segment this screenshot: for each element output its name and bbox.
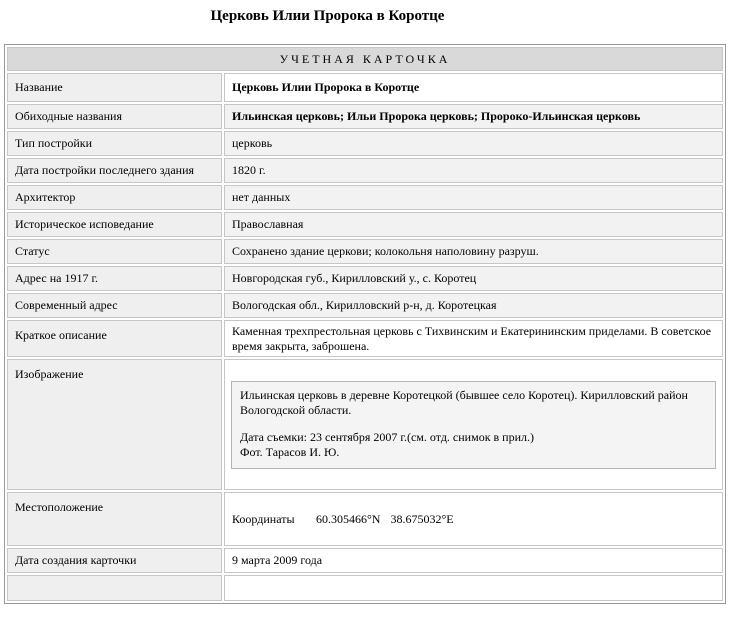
created-value: 9 марта 2009 года: [224, 548, 723, 573]
location-label: Местоположение: [7, 492, 222, 546]
date-value: 1820 г.: [224, 158, 723, 183]
status-value: Сохранено здание церкови; колокольня наполовину разруш.: [224, 239, 723, 264]
row-address-now: [7, 293, 723, 318]
image-caption-box: [231, 381, 716, 469]
row-alt-names: [7, 104, 723, 129]
alt-names-label: Обиходные названия: [7, 104, 222, 129]
name-value: Церковь Илии Пророка в Коротце: [224, 73, 723, 102]
alt-names-value: Ильинская церковь; Ильи Пророка церковь; Пророко-Ильинская церковь: [224, 104, 723, 129]
name-label: Название: [7, 73, 222, 102]
row-type: [7, 131, 723, 156]
address-1917-label: Адрес на 1917 г.: [7, 266, 222, 291]
row-status: [7, 239, 723, 264]
row-address-1917: [7, 266, 723, 291]
image-label: Изображение: [7, 359, 222, 490]
row-empty: [7, 575, 723, 601]
page-title: Церковь Илии Пророка в Коротце: [210, 8, 445, 24]
empty-value: [224, 575, 723, 601]
card-header: УЧЕТНАЯ КАРТОЧКА: [7, 47, 723, 71]
row-created: [7, 548, 723, 573]
row-image: [7, 359, 723, 490]
date-label: Дата постройки последнего здания: [7, 158, 222, 183]
religion-label: Историческое исповедание: [7, 212, 222, 237]
type-label: Тип постройки: [7, 131, 222, 156]
created-label: Дата создания карточки: [7, 548, 222, 573]
address-1917-value: Новгородская губ., Кирилловский у., с. Коротец: [224, 266, 723, 291]
row-religion: [7, 212, 723, 237]
registration-card: [4, 44, 726, 604]
empty-label: [7, 575, 222, 601]
image-caption: Ильинская церковь в деревне Коротецкой (бывшее село Коротец). Кирилловский район Вологодской области.: [240, 387, 688, 417]
description-value: Каменная трехпрестольная церковь с Тихвинским и Екатерининским приделами. В советское время закрыта, заброшена.: [224, 320, 723, 357]
architect-value: нет данных: [224, 185, 723, 210]
image-cell: [224, 359, 723, 490]
description-label: Краткое описание: [7, 320, 222, 357]
row-name: [7, 73, 723, 102]
status-label: Статус: [7, 239, 222, 264]
address-now-label: Современный адрес: [7, 293, 222, 318]
image-photographer: Фот. Тарасов И. Ю.: [240, 444, 340, 459]
coords-lat: 60.305466°N: [316, 511, 381, 526]
row-architect: [7, 185, 723, 210]
religion-value: Православная: [224, 212, 723, 237]
architect-label: Архитектор: [7, 185, 222, 210]
coords-lon: 38.675032°E: [390, 511, 454, 526]
coords-label: Координаты: [232, 511, 295, 526]
row-description: [7, 320, 723, 357]
image-shot-date: Дата съемки: 23 сентября 2007 г.(см. отд. снимок в прил.): [240, 429, 535, 444]
location-value: [224, 492, 723, 546]
row-date: [7, 158, 723, 183]
type-value: церковь: [224, 131, 723, 156]
row-location: [7, 492, 723, 546]
address-now-value: Вологодская обл., Кирилловский р-н, д. Коротецкая: [224, 293, 723, 318]
